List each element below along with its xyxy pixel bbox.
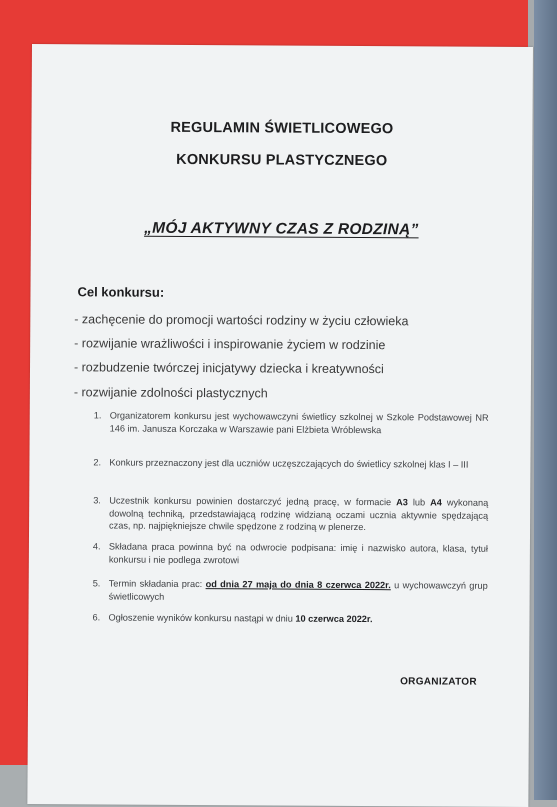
rule-number: 5.	[92, 578, 101, 589]
rule-item	[93, 456, 488, 471]
rule-text	[109, 494, 488, 534]
rule-text-part: lub	[407, 497, 431, 508]
organizer-signature: ORGANIZATOR	[400, 676, 477, 688]
rule-number: 3.	[93, 495, 101, 506]
goal-item: - rozbudzenie twórczej inicjatywy dziecka i kreatywności	[73, 360, 384, 377]
format-a4: A4	[430, 497, 442, 508]
notice-sheet	[27, 44, 533, 807]
rule-item	[92, 611, 487, 626]
results-date: 10 czerwca 2022r.	[295, 613, 373, 625]
rule-text-part: wykonaną dowolną techniką, przedstawiającą rodzinę widzianą oczami ucznia aktywnie spędzającą czas, np. najpiękniejsze chwile spędzone z rodziną w plenerze.	[109, 497, 489, 533]
rule-item	[93, 577, 488, 604]
rule-number: 4.	[92, 541, 101, 552]
goal-item: - rozwijanie zdolności plastycznych	[73, 385, 268, 401]
rule-number: 1.	[93, 410, 102, 421]
rule-number: 6.	[92, 612, 101, 623]
rule-text: Konkurs przeznaczony jest dla uczniów uczęszczających do świetlicy szkolnej klas I – III	[109, 457, 469, 470]
rule-text	[109, 577, 488, 604]
rule-text: Składana praca powinna być na odwrocie podpisana: imię i nazwisko autora, klasa, tytuł konkursu i nie podlega zwrotowi	[108, 541, 488, 565]
goal-item: - rozwijanie wrażliwości i inspirowanie życiem w rodzinie	[74, 336, 386, 353]
blue-backing-strip	[534, 0, 557, 800]
goals-heading: Cel konkursu:	[77, 284, 165, 300]
rule-text-part: u wychowawczyń grup świetlicowych	[108, 580, 488, 602]
title-line-1: REGULAMIN ŚWIETLICOWEGO	[170, 119, 394, 138]
rule-number: 2.	[93, 457, 102, 468]
rule-text	[108, 611, 487, 626]
rule-item	[93, 494, 488, 534]
contest-title: „MÓJ AKTYWNY CZAS Z RODZINĄ”	[144, 219, 419, 239]
submission-dates: od dnia 27 maja do dnia 8 czerwca 2022r.	[205, 579, 391, 591]
rule-item	[93, 540, 488, 567]
title-line-2: KONKURSU PLASTYCZNEGO	[176, 151, 388, 170]
rule-text: Organizatorem konkursu jest wychowawczyni świetlicy szkolnej w Szkole Podstawowej NR 146 im. Janusza Korczaka w Warszawie pani Elżbieta Wróblewska	[109, 410, 489, 435]
rule-text-part: Termin składania prac:	[108, 578, 206, 590]
goal-item: - zachęcenie do promocji wartości rodziny w życiu człowieka	[74, 312, 409, 329]
rule-text-part: Ogłoszenie wyników konkursu nastąpi w dniu	[108, 612, 296, 624]
format-a3: A3	[396, 497, 408, 508]
rule-text-part: Uczestnik konkursu powinien dostarczyć jedną pracę, w formacie	[109, 495, 397, 508]
rule-item	[94, 409, 489, 436]
